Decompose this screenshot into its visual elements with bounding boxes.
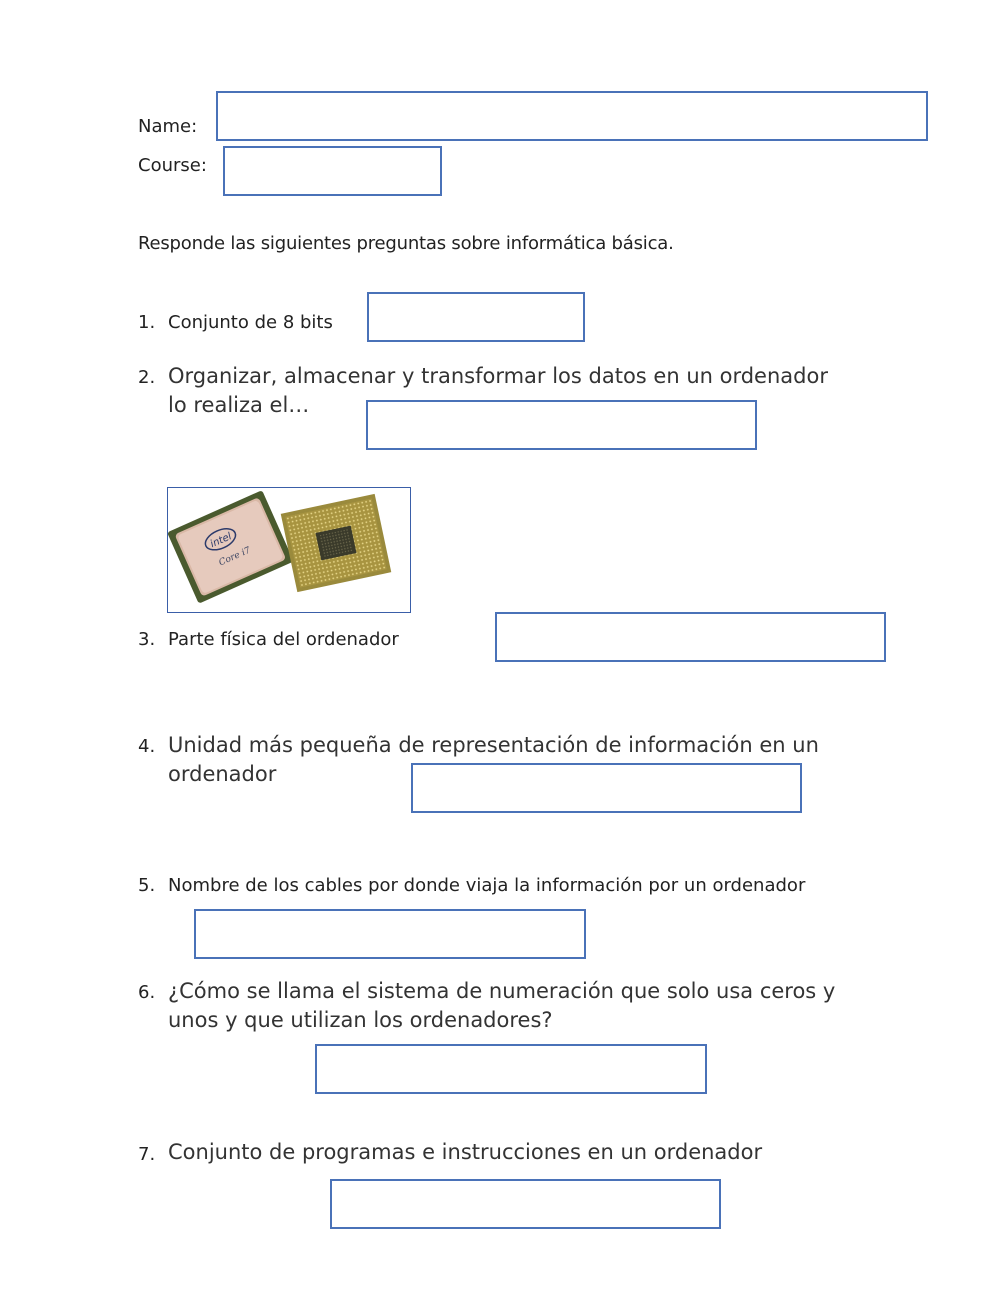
question-text-2-line1: Organizar, almacenar y transformar los datos en un ordenador (168, 364, 828, 388)
question-number-1: 1. (138, 312, 156, 333)
instructions-text: Responde las siguientes preguntas sobre informática básica. (138, 233, 674, 254)
question-number-4: 4. (138, 736, 156, 757)
cpu-chip-back (281, 494, 392, 592)
answer-field-5[interactable] (194, 909, 586, 959)
question-text-7: Conjunto de programas e instrucciones en un ordenador (168, 1140, 763, 1164)
course-field[interactable] (223, 146, 442, 196)
intel-logo-text: intel (208, 531, 234, 551)
answer-field-2[interactable] (366, 400, 757, 450)
answer-field-1[interactable] (367, 292, 585, 342)
question-text-6 (168, 977, 835, 1035)
question-number-6: 6. (138, 982, 156, 1003)
question-text-6-line2: unos y que utilizan los ordenadores? (168, 1008, 553, 1032)
question-text-3: Parte física del ordenador (168, 629, 399, 650)
question-text-2-line2: lo realiza el… (168, 393, 310, 417)
course-label: Course: (138, 155, 207, 176)
answer-field-4[interactable] (411, 763, 802, 813)
answer-field-6[interactable] (315, 1044, 707, 1094)
question-text-4-line2: ordenador (168, 762, 277, 786)
question-text-1: Conjunto de 8 bits (168, 312, 333, 333)
question-number-7: 7. (138, 1144, 156, 1165)
cpu-image (167, 487, 411, 613)
question-text-4-line1: Unidad más pequeña de representación de información en un (168, 733, 819, 757)
answer-field-7[interactable] (330, 1179, 721, 1229)
cpu-chip-front (168, 490, 294, 604)
model-text: Core i7 (217, 545, 253, 569)
question-text-5: Nombre de los cables por donde viaja la información por un ordenador (168, 875, 806, 896)
name-field[interactable] (216, 91, 928, 141)
answer-field-3[interactable] (495, 612, 886, 662)
question-number-5: 5. (138, 875, 156, 896)
cpu-illustration (168, 488, 411, 613)
name-label: Name: (138, 116, 198, 137)
question-text-6-line1: ¿Cómo se llama el sistema de numeración que solo usa ceros y (168, 979, 836, 1003)
question-number-3: 3. (138, 629, 156, 650)
question-number-2: 2. (138, 367, 156, 388)
